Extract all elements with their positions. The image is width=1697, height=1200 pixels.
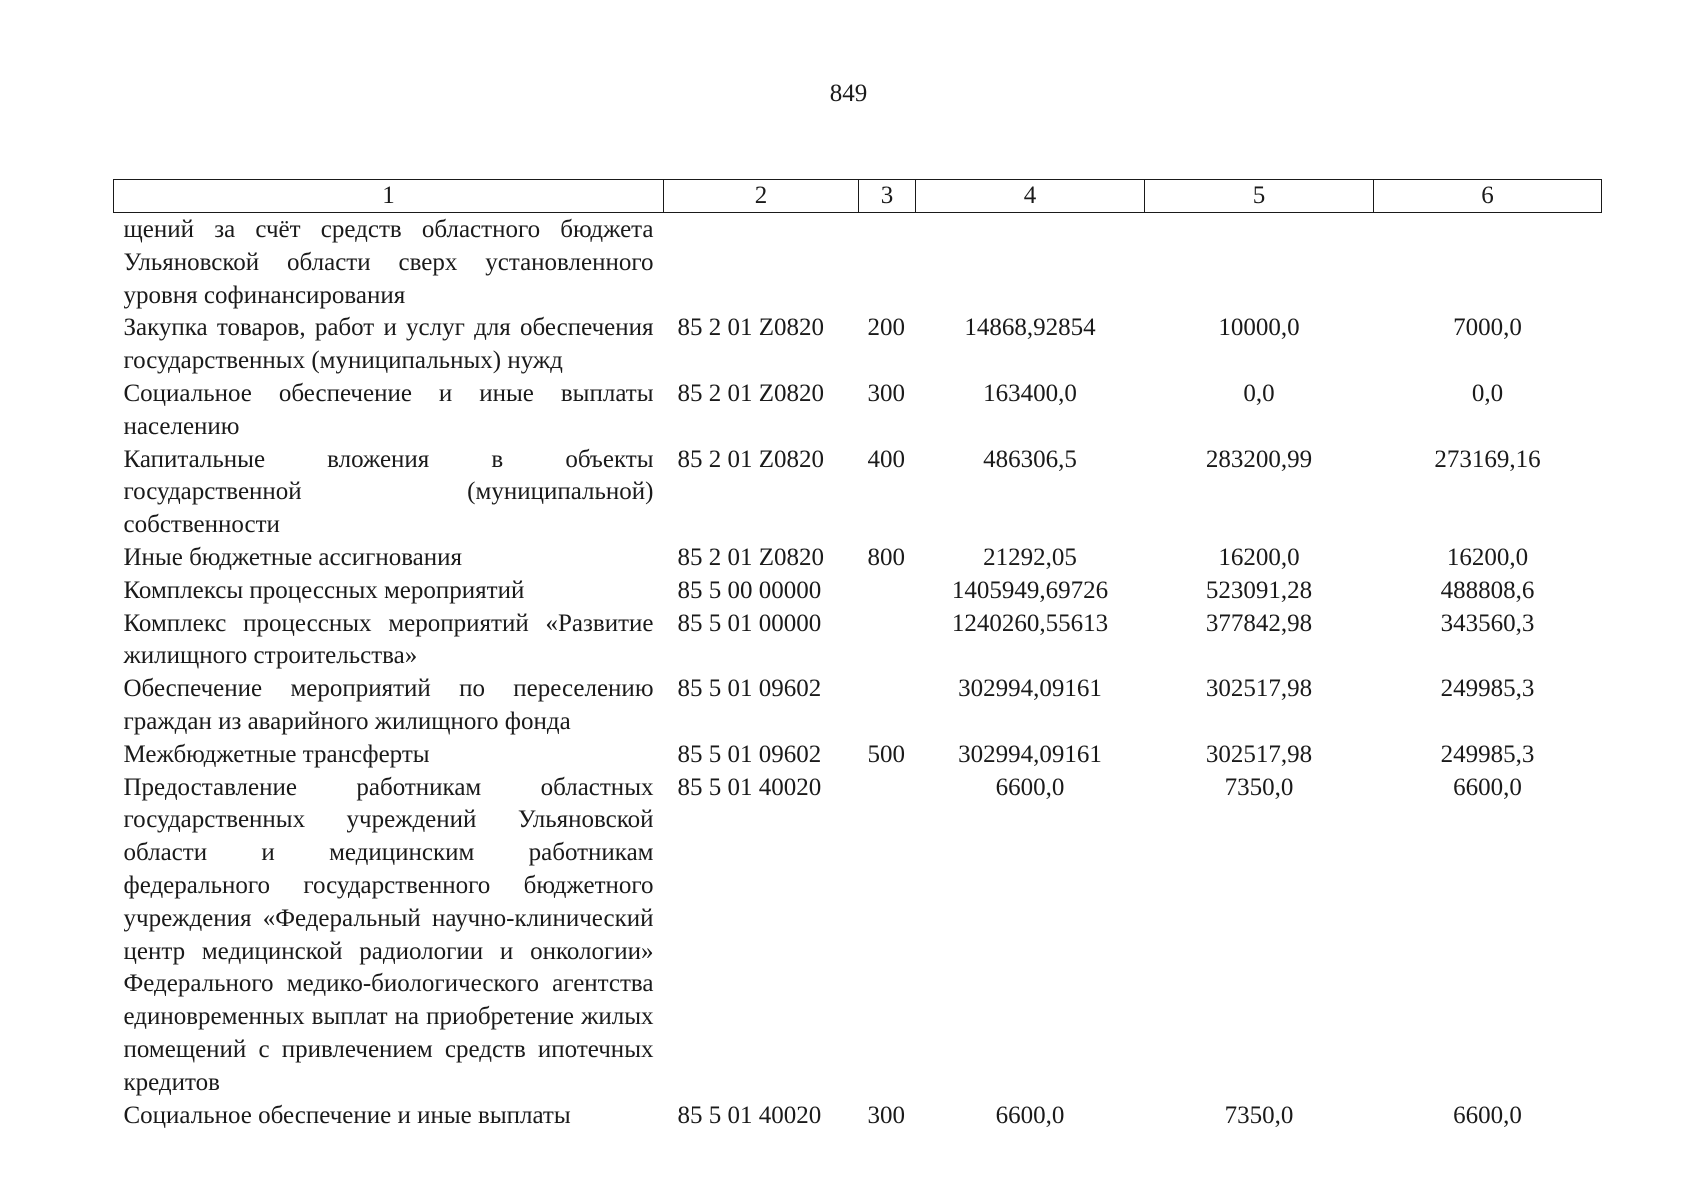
row-expense-type bbox=[859, 213, 916, 313]
header-cell-1: 1 bbox=[114, 180, 664, 213]
row-code: 85 5 01 40020 bbox=[677, 1101, 822, 1129]
row-value-col6: 0,0 bbox=[1471, 379, 1504, 407]
row-name: Капитальные вложения в объекты государственной (муниципальной) собственности bbox=[123, 445, 654, 539]
row-value-col6: 6600,0 bbox=[1453, 773, 1522, 801]
row-value-col6: 249985,3 bbox=[1440, 740, 1535, 768]
row-value-col4: 1240260,55613 bbox=[951, 609, 1109, 637]
row-value-col6: 488808,6 bbox=[1440, 576, 1535, 604]
row-expense-type: 300 bbox=[867, 379, 905, 407]
header-cell-6: 6 bbox=[1374, 180, 1602, 213]
row-name: Комплекс процессных мероприятий «Развитие жилищного строительства» bbox=[123, 609, 654, 670]
table-row bbox=[114, 378, 1602, 444]
row-code: 85 2 01 Z0820 bbox=[677, 379, 825, 407]
row-value-col5: 16200,0 bbox=[1218, 543, 1300, 571]
row-value-col5: 523091,28 bbox=[1205, 576, 1313, 604]
row-name: Социальное обеспечение и иные выплаты bbox=[123, 1101, 571, 1129]
row-value-col5: 0,0 bbox=[1243, 379, 1275, 407]
row-code: 85 5 01 00000 bbox=[677, 609, 822, 637]
row-name: Обеспечение мероприятий по переселению граждан из аварийного жилищного фонда bbox=[123, 675, 654, 735]
table-row bbox=[114, 312, 1602, 378]
row-expense-type: 400 bbox=[867, 445, 905, 473]
row-name: Закупка товаров, работ и услуг для обеспечения государственных (муниципальных) нужд bbox=[123, 314, 654, 375]
row-value-col5: 377842,98 bbox=[1205, 609, 1313, 637]
header-cell-5: 5 bbox=[1145, 180, 1374, 213]
row-code: 85 5 01 40020 bbox=[677, 773, 822, 801]
row-expense-type bbox=[859, 575, 916, 608]
row-value-col4: 6600,0 bbox=[995, 773, 1065, 801]
row-value-col6: 16200,0 bbox=[1446, 543, 1529, 571]
row-value-col5: 7350,0 bbox=[1224, 1101, 1294, 1129]
row-value-col6 bbox=[1374, 213, 1602, 313]
row-expense-type bbox=[859, 772, 916, 1100]
row-expense-type: 800 bbox=[867, 543, 905, 571]
row-code: 85 2 01 Z0820 bbox=[677, 314, 825, 342]
row-expense-type: 500 bbox=[867, 740, 905, 768]
row-expense-type: 200 bbox=[867, 314, 905, 342]
row-value-col4: 1405949,69726 bbox=[951, 576, 1109, 604]
row-name: щений за счёт средств областного бюджета Ульяновской области сверх установленного уровня софинансирования bbox=[123, 216, 654, 309]
table-row bbox=[114, 575, 1602, 608]
row-value-col6: 273169,16 bbox=[1434, 445, 1541, 473]
row-expense-type bbox=[859, 608, 916, 674]
header-cell-3: 3 bbox=[859, 180, 916, 213]
row-name: Иные бюджетные ассигнования bbox=[123, 543, 463, 571]
page-number: 849 bbox=[829, 80, 868, 107]
table-row bbox=[114, 542, 1602, 575]
row-value-col4: 302994,09161 bbox=[958, 740, 1102, 768]
table-row bbox=[114, 1100, 1602, 1133]
row-value-col5: 302517,98 bbox=[1205, 740, 1313, 768]
row-value-col5: 7350,0 bbox=[1224, 773, 1294, 801]
table-row bbox=[114, 444, 1602, 542]
row-value-col5: 10000,0 bbox=[1218, 314, 1300, 342]
table-row bbox=[114, 608, 1602, 674]
row-expense-type bbox=[859, 673, 916, 739]
row-code: 85 2 01 Z0820 bbox=[677, 445, 825, 473]
row-value-col4: 302994,09161 bbox=[958, 675, 1102, 703]
row-value-col6: 249985,3 bbox=[1440, 675, 1535, 703]
row-code: 85 2 01 Z0820 bbox=[677, 543, 825, 571]
row-value-col6: 6600,0 bbox=[1453, 1101, 1522, 1129]
row-expense-type: 300 bbox=[867, 1101, 905, 1129]
row-value-col4: 6600,0 bbox=[995, 1101, 1065, 1129]
header-cell-4: 4 bbox=[916, 180, 1145, 213]
table-row bbox=[114, 673, 1602, 739]
row-value-col4: 21292,05 bbox=[983, 543, 1077, 571]
table-row bbox=[114, 772, 1602, 1100]
row-code: 85 5 00 00000 bbox=[677, 576, 822, 604]
row-value-col6: 343560,3 bbox=[1440, 609, 1535, 637]
table-row bbox=[114, 739, 1602, 772]
row-value-col5 bbox=[1145, 213, 1374, 313]
row-name: Предоставление работникам областных государственных учреждений Ульяновской области и медицинским работникам федерального государственного бюджетного учреждения «Федеральный научно-клинический центр медицинской радиологии и онкологии» Федерального медико-биологического агентства единовременных выплат на приобретение жилых помещений с привлечением средств ипотечных кредитов bbox=[123, 773, 654, 1096]
budget-table bbox=[113, 179, 1602, 1132]
row-value-col4 bbox=[916, 213, 1145, 313]
row-value-col5: 283200,99 bbox=[1205, 445, 1313, 473]
row-value-col5: 302517,98 bbox=[1205, 675, 1313, 703]
header-row bbox=[114, 180, 1602, 213]
row-name: Комплексы процессных мероприятий bbox=[123, 576, 525, 604]
row-code: 85 5 01 09602 bbox=[677, 740, 822, 768]
row-name: Межбюджетные трансферты bbox=[123, 740, 430, 768]
row-name: Социальное обеспечение и иные выплаты населению bbox=[123, 379, 654, 440]
header-cell-2: 2 bbox=[664, 180, 859, 213]
table-row bbox=[114, 213, 1602, 313]
row-value-col4: 14868,92854 bbox=[964, 314, 1096, 342]
row-value-col4: 163400,0 bbox=[983, 379, 1077, 407]
row-value-col4: 486306,5 bbox=[983, 445, 1077, 473]
row-code: 85 5 01 09602 bbox=[677, 675, 822, 703]
row-code bbox=[664, 213, 859, 313]
row-value-col6: 7000,0 bbox=[1453, 314, 1522, 342]
